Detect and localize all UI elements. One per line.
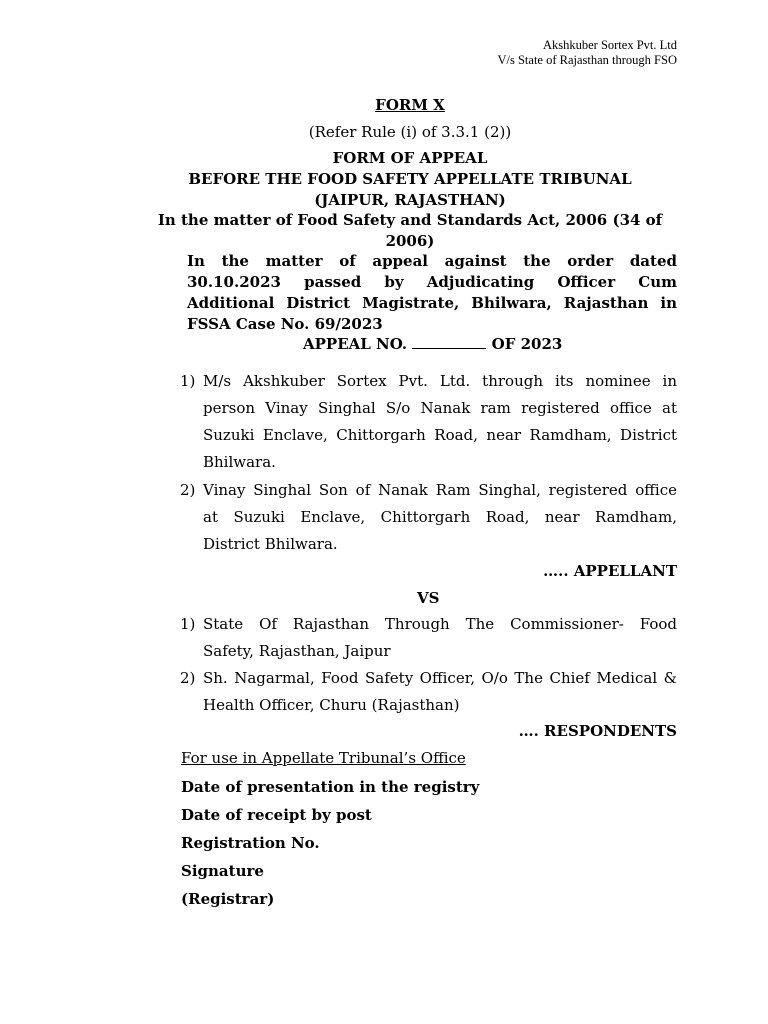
item-number: 2) [180,481,196,499]
matter-line: FSSA Case No. 69/2023 [187,315,383,333]
item-number: 1) [180,372,196,390]
item-number: 1) [180,615,196,633]
appeal-no-suffix: OF 2023 [491,335,563,353]
form-of-appeal-heading: FORM OF APPEAL [332,149,488,167]
tribunal-heading: BEFORE THE FOOD SAFETY APPELLATE TRIBUNAL [188,170,632,188]
matter-line: Additional District Magistrate, Bhilwara, Rajasthan in [187,294,677,312]
appeal-number-line [303,334,562,355]
matter-line: 30.10.2023 passed by Adjudicating Officer Cum [187,273,677,291]
appeal-no-blank [412,335,486,349]
item-line: District Bhilwara. [203,535,338,553]
item-line: Health Officer, Churu (Rajasthan) [203,696,460,714]
office-use-heading: For use in Appellate Tribunal’s Office [181,749,466,767]
item-line: Suzuki Enclave, Chittorgarh Road, near Ramdham, District [203,426,677,444]
item-line: M/s Akshkuber Sortex Pvt. Ltd. through its nominee in [203,372,677,390]
office-field-date-presentation: Date of presentation in the registry [181,778,480,796]
item-line: Bhilwara. [203,453,276,471]
office-field-date-receipt: Date of receipt by post [181,806,372,824]
item-line: State Of Rajasthan Through The Commissioner- Food [203,615,677,633]
item-line: Vinay Singhal Son of Nanak Ram Singhal, registered office [203,481,677,499]
item-line: at Suzuki Enclave, Chittorgarh Road, near Ramdham, [203,508,677,526]
versus-label: VS [417,589,440,607]
form-rule-reference: (Refer Rule (i) of 3.3.1 (2)) [308,123,512,141]
header-versus-line: V/s State of Rajasthan through FSO [497,53,677,67]
appeal-no-prefix: APPEAL NO. [303,335,408,353]
item-line: Safety, Rajasthan, Jaipur [203,642,391,660]
tribunal-place: (JAIPUR, RAJASTHAN) [314,191,506,209]
item-number: 2) [180,669,196,687]
act-reference-line2: 2006) [385,232,435,250]
office-field-signature: Signature [181,862,264,880]
matter-line: In the matter of appeal against the order dated [187,252,677,270]
respondents-label: …. RESPONDENTS [518,722,677,740]
office-field-registration-no: Registration No. [181,834,320,852]
item-line: person Vinay Singhal S/o Nanak ram registered office at [203,399,677,417]
form-title: FORM X [375,96,445,114]
item-line: Sh. Nagarmal, Food Safety Officer, O/o The Chief Medical & [203,669,677,687]
appeal-matter-paragraph [187,251,677,335]
act-reference-line1: In the matter of Food Safety and Standards Act, 2006 (34 of [157,211,663,229]
office-field-registrar: (Registrar) [181,890,275,908]
header-party-line: Akshkuber Sortex Pvt. Ltd [542,38,677,52]
appellant-label: ….. APPELLANT [543,562,677,580]
